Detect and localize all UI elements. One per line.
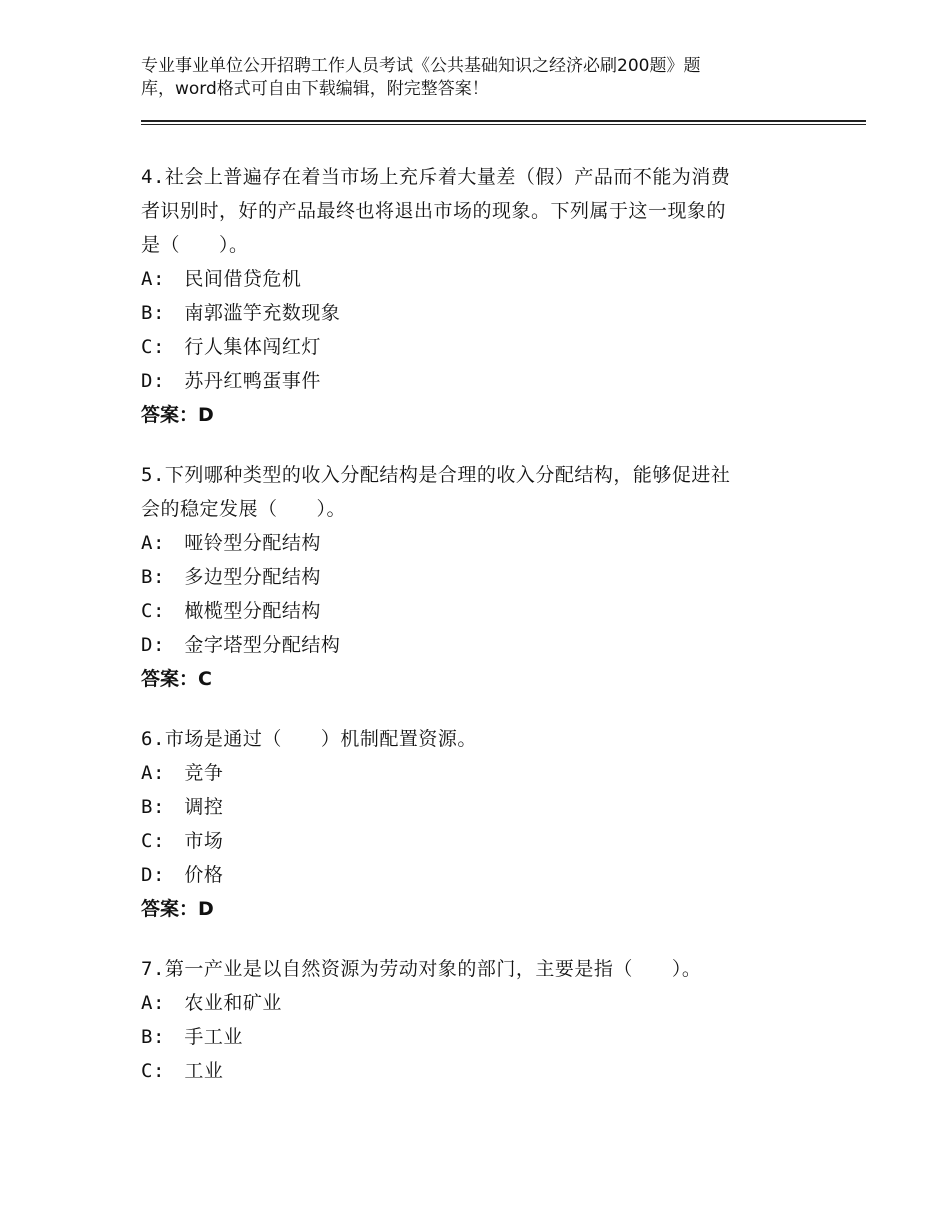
question-stem: 7.第一产业是以自然资源为劳动对象的部门，主要是指（ ）。	[141, 958, 702, 980]
option-b: B: 调控	[141, 796, 224, 818]
question-stem: 会的稳定发展（ ）。	[141, 498, 347, 520]
question-5	[141, 458, 821, 696]
answer-label: 答案：D	[141, 898, 214, 920]
option-b: B: 南郭滥竽充数现象	[141, 302, 341, 324]
option-c: C: 橄榄型分配结构	[141, 600, 321, 622]
question-list	[141, 160, 821, 1114]
option-b: B: 多边型分配结构	[141, 566, 321, 588]
option-c: C: 行人集体闯红灯	[141, 336, 321, 358]
option-d: D: 苏丹红鸭蛋事件	[141, 370, 321, 392]
question-stem: 4.社会上普遍存在着当市场上充斥着大量差（假）产品而不能为消费	[141, 166, 731, 188]
question-7	[141, 952, 821, 1088]
question-stem: 是（ ）。	[141, 234, 249, 256]
option-c: C: 工业	[141, 1060, 224, 1082]
header-divider-thin	[141, 124, 866, 125]
option-a: A: 农业和矿业	[141, 992, 282, 1014]
header-title-line-2: 库，word格式可自由下载编辑，附完整答案！	[141, 79, 489, 99]
option-a: A: 竞争	[141, 762, 224, 784]
document-header	[141, 55, 781, 101]
header-divider-thick	[141, 120, 866, 122]
option-c: C: 市场	[141, 830, 224, 852]
question-6	[141, 722, 821, 926]
question-4	[141, 160, 821, 432]
option-d: D: 价格	[141, 864, 224, 886]
answer-label: 答案：C	[141, 668, 212, 690]
option-b: B: 手工业	[141, 1026, 243, 1048]
question-stem: 者识别时，好的产品最终也将退出市场的现象。下列属于这一现象的	[141, 200, 727, 222]
question-stem: 5.下列哪种类型的收入分配结构是合理的收入分配结构，能够促进社	[141, 464, 731, 486]
option-a: A: 哑铃型分配结构	[141, 532, 321, 554]
header-title-line-1: 专业事业单位公开招聘工作人员考试《公共基础知识之经济必刷200题》题	[141, 56, 701, 76]
answer-label: 答案：D	[141, 404, 214, 426]
option-a: A: 民间借贷危机	[141, 268, 302, 290]
option-d: D: 金字塔型分配结构	[141, 634, 341, 656]
question-stem: 6.市场是通过（ ）机制配置资源。	[141, 728, 477, 750]
